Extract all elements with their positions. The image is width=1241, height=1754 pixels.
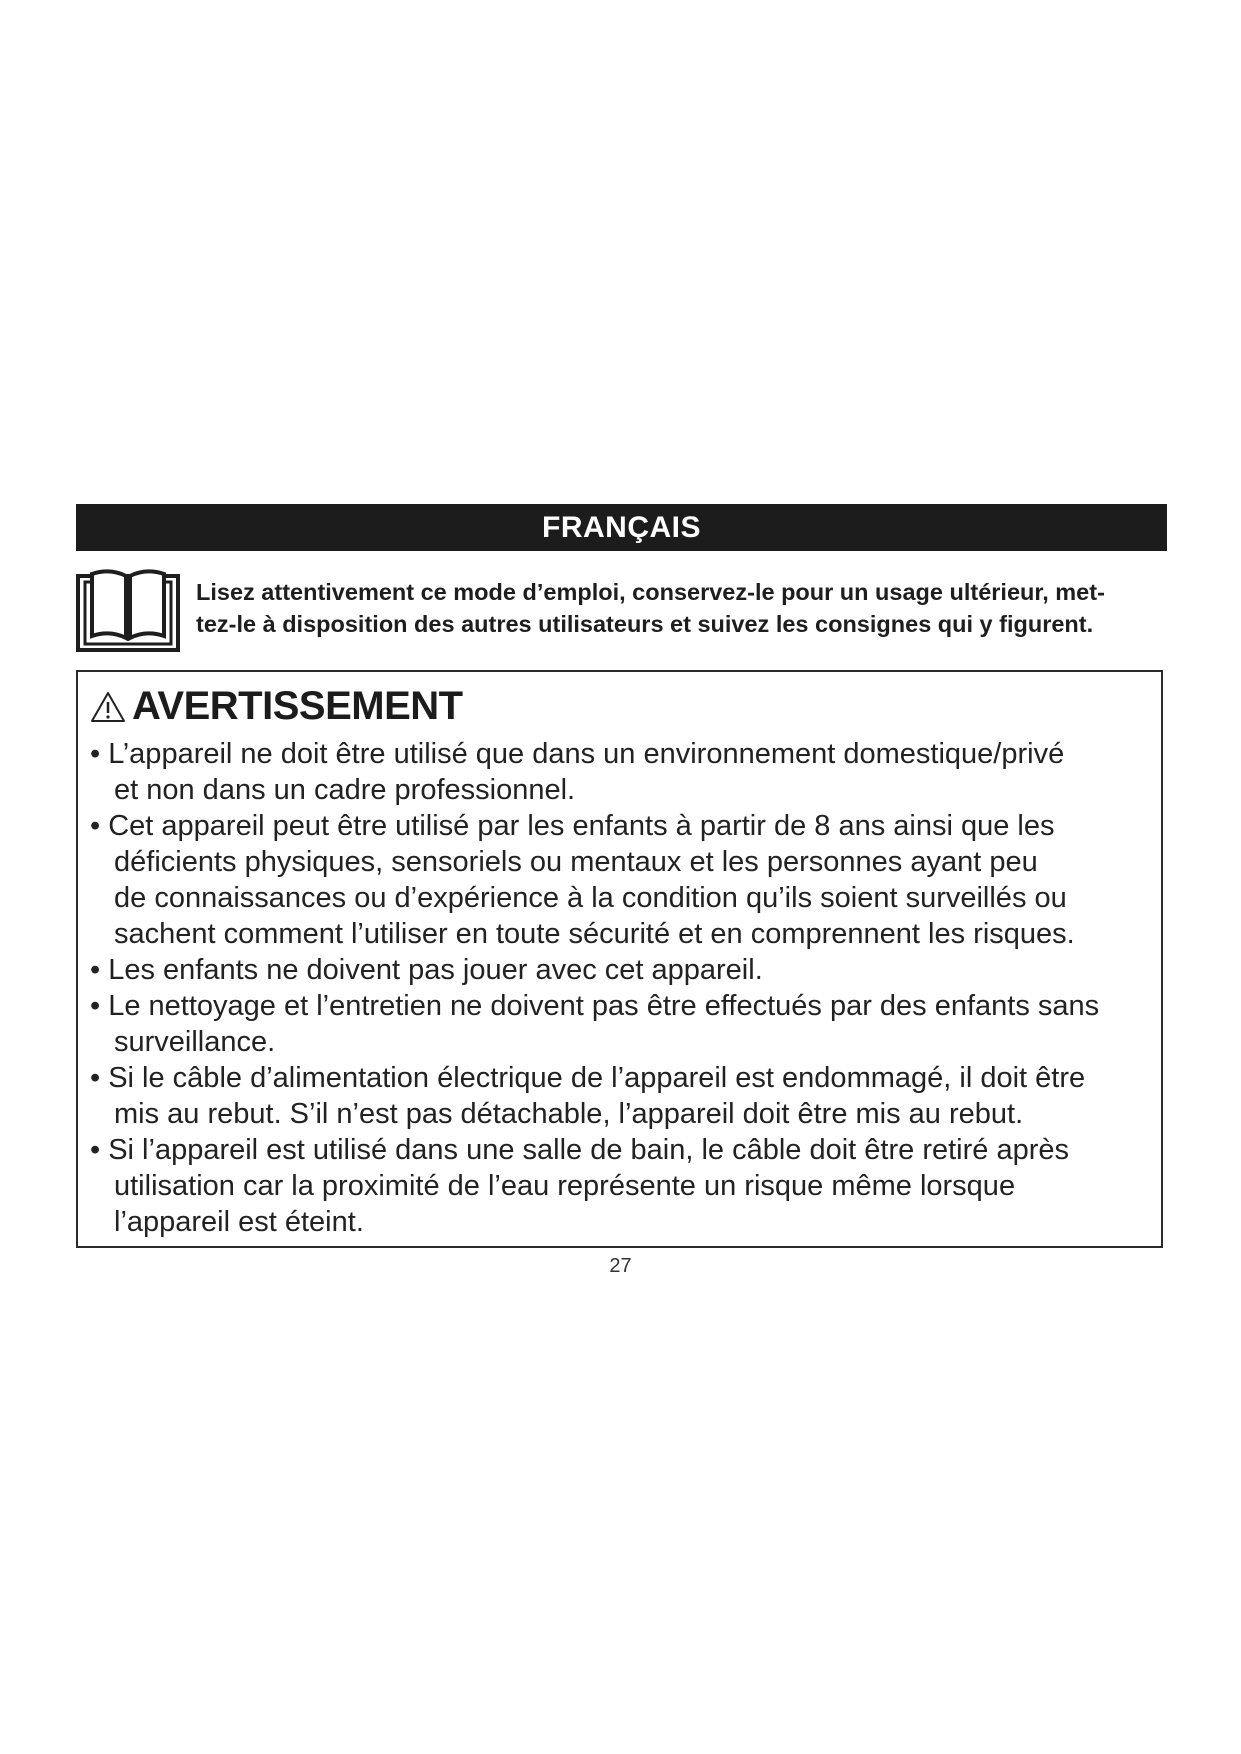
warning-triangle-icon xyxy=(90,691,126,723)
warning-line: sachent comment l’utiliser en toute sécurité et en comprennent les risques. xyxy=(114,918,1075,950)
warning-box xyxy=(76,670,1163,1248)
warning-heading xyxy=(90,684,463,729)
warning-line: mis au rebut. S’il n’est pas détachable, l’appareil doit être mis au rebut. xyxy=(114,1098,1024,1130)
page-number: 27 xyxy=(609,1255,632,1277)
warning-line: • Les enfants ne doivent pas jouer avec cet appareil. xyxy=(90,954,763,986)
warning-line: • Le nettoyage et l’entretien ne doivent pas être effectués par des enfants sans xyxy=(90,990,1100,1022)
list-item xyxy=(90,1060,1150,1132)
list-item xyxy=(90,988,1150,1060)
warning-line: • L’appareil ne doit être utilisé que dans un environnement domestique/privé xyxy=(90,738,1065,770)
warning-line: • Si l’appareil est utilisé dans une salle de bain, le câble doit être retiré après xyxy=(90,1134,1069,1166)
language-title: FRANÇAIS xyxy=(542,510,701,544)
warning-line: déficients physiques, sensoriels ou mentaux et les personnes ayant peu xyxy=(114,846,1038,878)
warning-title: AVERTISSEMENT xyxy=(132,684,463,728)
intro-line: tez-le à disposition des autres utilisateurs et suivez les consignes qui y figurent. xyxy=(196,611,1094,637)
list-item xyxy=(90,952,1150,988)
warning-line: surveillance. xyxy=(114,1026,276,1058)
language-header xyxy=(76,504,1167,551)
warning-line: utilisation car la proximité de l’eau représente un risque même lorsque xyxy=(114,1170,1016,1202)
list-item xyxy=(90,808,1150,952)
open-book-icon xyxy=(76,566,180,652)
intro-line: Lisez attentivement ce mode d’emploi, conservez-le pour un usage ultérieur, met- xyxy=(196,579,1105,605)
intro-text xyxy=(196,576,1171,640)
warning-line: l’appareil est éteint. xyxy=(114,1206,364,1238)
warning-line: • Cet appareil peut être utilisé par les enfants à partir de 8 ans ainsi que les xyxy=(90,810,1055,842)
list-item xyxy=(90,1132,1150,1240)
warning-line: de connaissances ou d’expérience à la condition qu’ils soient surveillés ou xyxy=(114,882,1067,914)
warning-line: et non dans un cadre professionnel. xyxy=(114,774,576,806)
list-item xyxy=(90,736,1150,808)
warning-line: • Si le câble d’alimentation électrique de l’appareil est endommagé, il doit être xyxy=(90,1062,1086,1094)
warning-list xyxy=(90,736,1150,1240)
